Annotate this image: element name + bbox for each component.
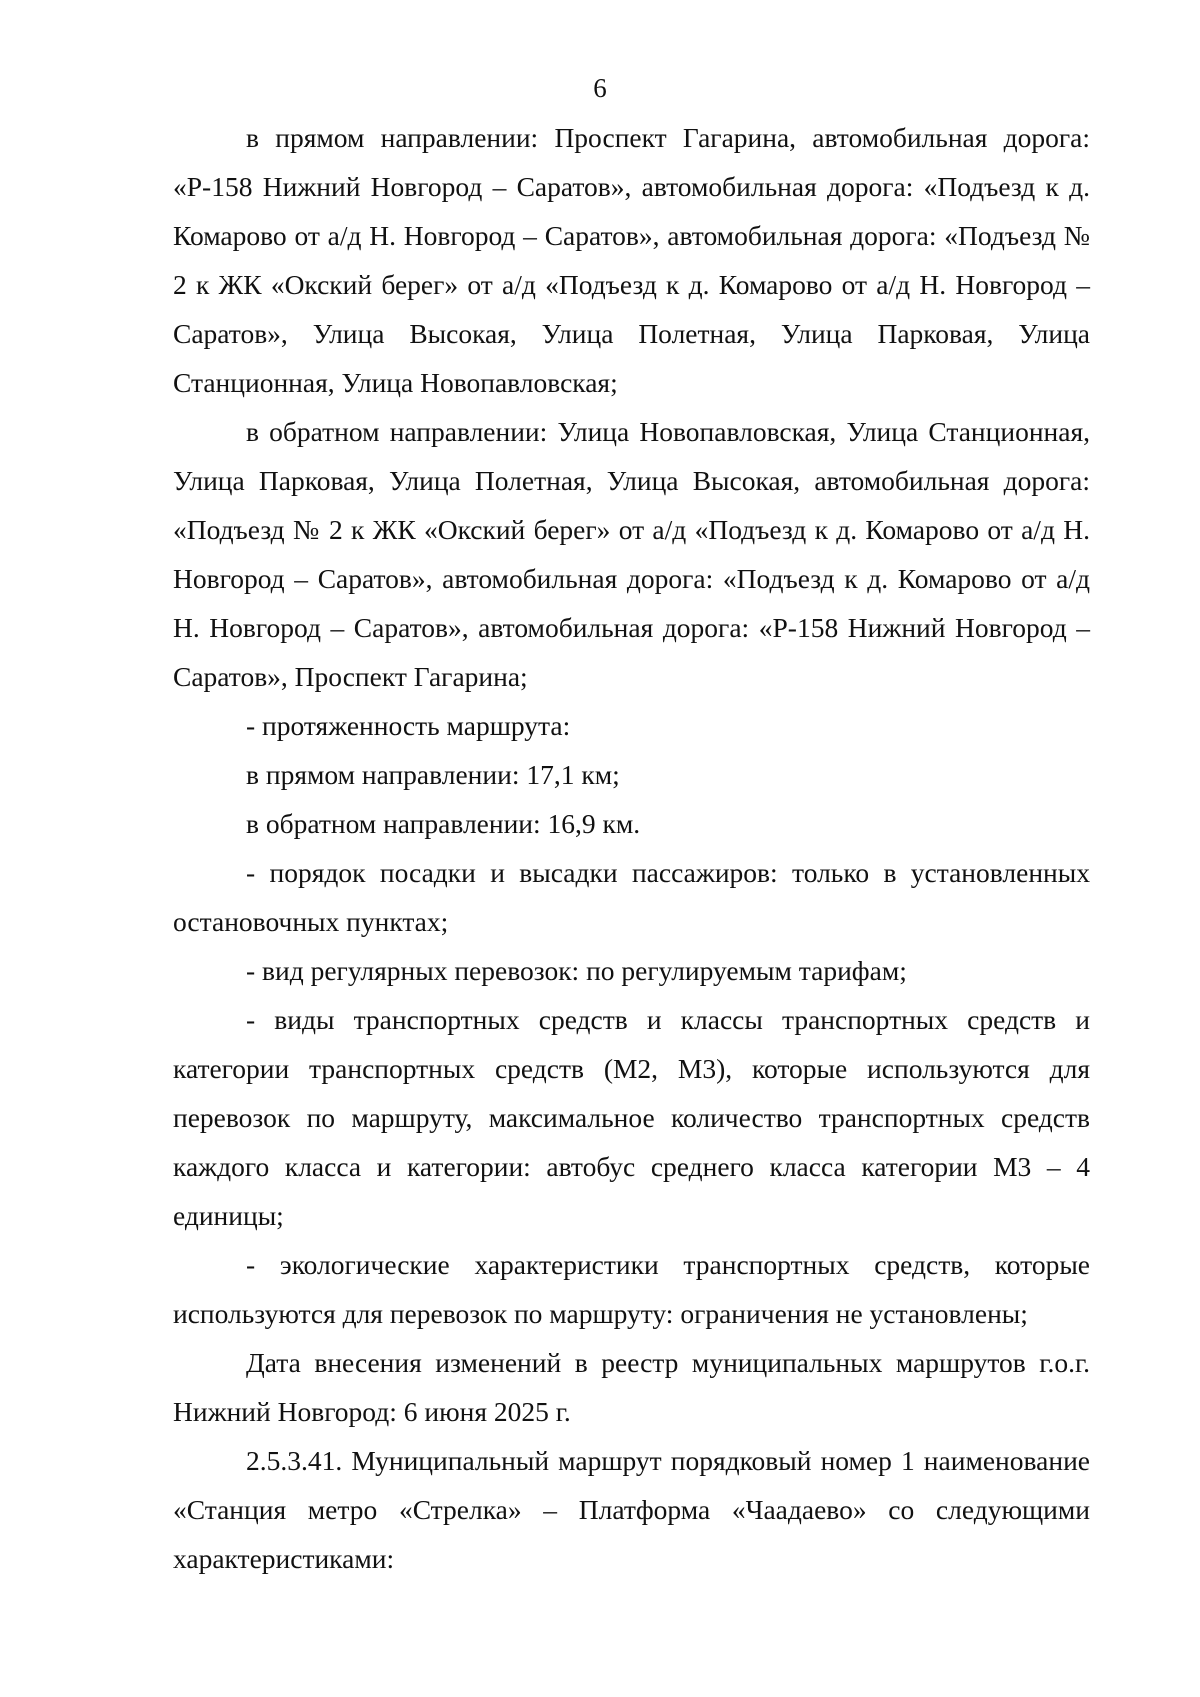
document-body [173, 113, 1090, 1583]
paragraph-vehicle-classes: - виды транспортных средств и классы транспортных средств и категории транспортных средств (М2, М3), которые используются для перевозок по маршруту, максимальное количество транспортных средств каждого класса и категории: автобус среднего класса категории М3 – 4 единицы; [173, 1004, 1090, 1231]
paragraph-transport-type: - вид регулярных перевозок: по регулируемым тарифам; [246, 955, 907, 986]
paragraph-reverse-length: в обратном направлении: 16,9 км. [246, 808, 641, 839]
page-number: 6 [593, 73, 607, 103]
paragraph-ecological-characteristics: - экологические характеристики транспортных средств, которые используются для перевозок по маршруту: ограничения не установлены; [173, 1249, 1090, 1329]
paragraph-forward-length: в прямом направлении: 17,1 км; [246, 759, 620, 790]
paragraph-forward-route: в прямом направлении: Проспект Гагарина, автомобильная дорога: «Р-158 Нижний Новгород – Саратов», автомобильная дорога: «Подъезд к д. Комарово от а/д Н. Новгород – Саратов», автомобильная дорога: «Подъезд № 2 к ЖК «Окский берег» от а/д «Подъезд к д. Комарово от а/д Н. Новгород – Саратов», Улица Высокая, Улица Полетная, Улица Парковая, Улица Станционная, Улица Новопавловская; [173, 122, 1090, 398]
paragraph-route-length-heading: - протяженность маршрута: [246, 710, 571, 741]
paragraph-route-2-5-3-41: 2.5.3.41. Муниципальный маршрут порядковый номер 1 наименование «Станция метро «Стрелка» – Платформа «Чаадаево» со следующими характеристиками: [173, 1445, 1090, 1574]
paragraph-boarding-order: - порядок посадки и высадки пассажиров: только в установленных остановочных пунктах; [173, 857, 1090, 937]
paragraph-registry-date: Дата внесения изменений в реестр муниципальных маршрутов г.о.г. Нижний Новгород: 6 июня 2025 г. [173, 1347, 1090, 1427]
paragraph-reverse-route: в обратном направлении: Улица Новопавловская, Улица Станционная, Улица Парковая, Улица Полетная, Улица Высокая, автомобильная дорога: «Подъезд № 2 к ЖК «Окский берег» от а/д «Подъезд к д. Комарово от а/д Н. Новгород – Саратов», автомобильная дорога: «Подъезд к д. Комарово от а/д Н. Новгород – Саратов», автомобильная дорога: «Р-158 Нижний Новгород – Саратов», Проспект Гагарина; [173, 416, 1090, 692]
